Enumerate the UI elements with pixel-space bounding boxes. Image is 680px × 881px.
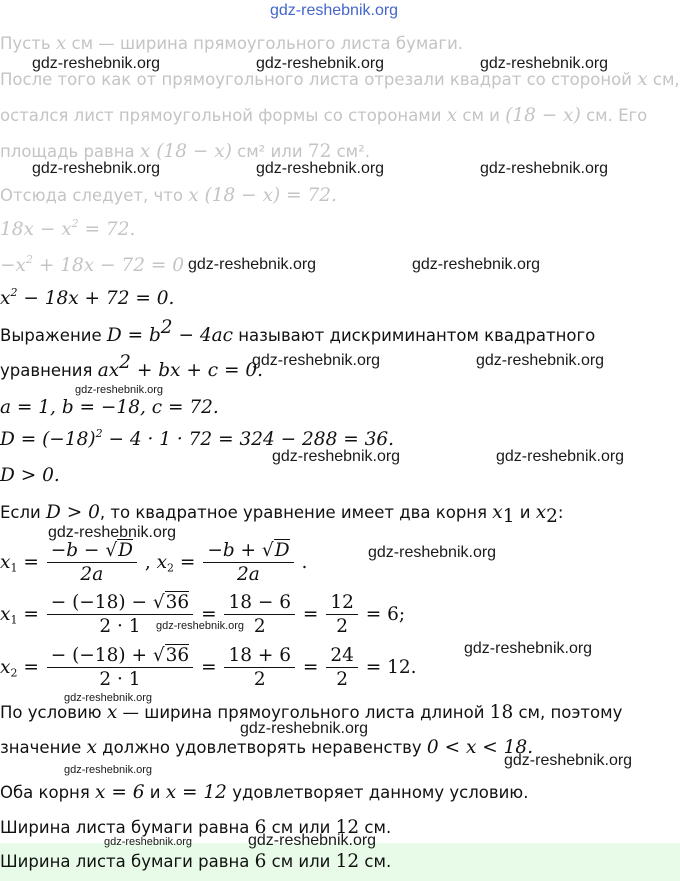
denominator: 2	[336, 669, 348, 690]
subscript: 2	[10, 666, 18, 680]
watermark: gdz-reshebnik.org	[464, 640, 593, 657]
text: см. Его	[580, 106, 648, 125]
site-link[interactable]: gdz-reshebnik.org	[270, 2, 399, 19]
exponent: 2	[10, 286, 18, 299]
fraction: $\frac{- (-18) - √36}{2 \cdot 1}$	[47, 592, 193, 637]
watermark: gdz-reshebnik.org	[504, 752, 633, 769]
text-line-1	[0, 33, 463, 55]
text: см или	[266, 818, 336, 837]
watermark: gdz-reshebnik.org	[272, 448, 401, 465]
math: = 12.	[365, 657, 417, 678]
text: см, поэтому	[513, 703, 623, 722]
equation-line-11	[0, 397, 219, 419]
denominator: 2	[336, 616, 348, 637]
text: остался лист прямоугольной формы со сторонами	[0, 106, 447, 125]
math: x = 12	[165, 782, 227, 803]
equation-line-6	[0, 219, 135, 241]
denominator: 2 · 1	[99, 669, 141, 690]
math-number: 18	[489, 702, 514, 723]
equation-line-8	[0, 288, 174, 310]
watermark: gdz-reshebnik.org	[156, 620, 245, 632]
math-expr: x (18 − x) = 72.	[188, 185, 337, 206]
fraction: $\frac{- (-18) + √36}{2 \cdot 1}$	[47, 645, 193, 690]
math-var: x	[535, 502, 547, 523]
text: см².	[331, 142, 370, 161]
text: , то квадратное уравнение имеет два корня	[99, 503, 493, 522]
watermark: gdz-reshebnik.org	[248, 832, 377, 849]
subscript: 1	[502, 506, 515, 527]
numerator: 18 − 6	[224, 592, 295, 615]
math: =	[174, 552, 202, 573]
denominator: 2	[253, 669, 266, 690]
math: =	[201, 657, 223, 678]
math: ,	[144, 552, 157, 573]
watermark: gdz-reshebnik.org	[104, 836, 193, 848]
watermark: gdz-reshebnik.org	[496, 448, 625, 465]
text: см.	[359, 818, 392, 837]
math: =	[302, 657, 325, 678]
math-expr: (18 − x)	[505, 105, 581, 126]
exponent: 2	[71, 217, 79, 230]
exponent: 2	[160, 317, 173, 338]
math-var: x	[637, 69, 648, 90]
watermark: gdz-reshebnik.org	[64, 692, 153, 704]
watermark: gdz-reshebnik.org	[75, 384, 164, 396]
subscript: 1	[10, 561, 18, 575]
subscript: 1	[10, 613, 18, 627]
math-var: x	[0, 552, 11, 573]
fraction: $\frac{-b + √D}{2a}$	[203, 540, 293, 585]
text: см или	[266, 852, 336, 871]
denominator: 2 · 1	[99, 616, 141, 637]
math-number: 6	[254, 851, 267, 872]
math: − 4 · 1 · 72 = 324 − 288 = 36.	[102, 429, 395, 450]
math: =	[17, 604, 45, 625]
text-line-9	[0, 317, 596, 347]
math: − (−18) −	[50, 592, 153, 613]
watermark: gdz-reshebnik.org	[476, 352, 605, 369]
text: Ширина листа бумаги равна	[0, 818, 255, 837]
math: D = b	[106, 325, 161, 346]
subscript: 2	[546, 506, 558, 527]
text: Если	[0, 503, 47, 522]
math: + bx + c = 0.	[130, 360, 264, 381]
math: −x	[0, 255, 26, 276]
math: = 6;	[365, 604, 406, 625]
math: =	[201, 604, 223, 625]
watermark: gdz-reshebnik.org	[32, 55, 161, 72]
text: площадь равна	[0, 142, 140, 161]
math-var: x	[55, 33, 67, 54]
math: =	[302, 604, 325, 625]
math-var: x	[446, 105, 458, 126]
math: D > 0.	[0, 465, 60, 486]
text: Пусть	[0, 34, 56, 53]
fraction	[224, 645, 295, 690]
exponent: 2	[95, 427, 103, 440]
math: .	[301, 552, 308, 573]
math-var: x	[0, 604, 11, 625]
denominator: 2a	[237, 564, 260, 585]
math-number: 72	[307, 141, 332, 162]
text-line-20	[0, 782, 528, 804]
exponent: 2	[25, 253, 33, 266]
formula-root-x2	[0, 645, 417, 690]
watermark: gdz-reshebnik.org	[48, 524, 177, 541]
numerator: 18 + 6	[224, 645, 295, 668]
math: D = (−18)	[0, 429, 96, 450]
numerator: 12	[326, 592, 358, 615]
watermark: gdz-reshebnik.org	[240, 720, 369, 737]
text: уравнения	[0, 361, 98, 380]
sqrt-arg: D	[274, 540, 290, 561]
math: − 4ac	[172, 325, 234, 346]
equation-line-7	[0, 255, 184, 277]
math: = 72.	[78, 219, 136, 240]
math-var: x	[0, 657, 11, 678]
text: — ширина прямоугольного листа длиной	[117, 703, 490, 722]
text: удовлетворяет данному условию.	[226, 783, 529, 802]
watermark: gdz-reshebnik.org	[256, 55, 385, 72]
math: 18x − x	[0, 219, 72, 240]
text: см — ширина прямоугольного листа бумаги.	[66, 34, 464, 53]
text: и	[514, 503, 536, 522]
math: −b −	[50, 540, 106, 561]
fraction	[326, 645, 358, 690]
watermark: gdz-reshebnik.org	[368, 544, 497, 561]
formula-roots-general	[0, 540, 307, 585]
math: =	[17, 552, 45, 573]
text: После того как от прямоугольного листа отрезали квадрат со стороной	[0, 70, 638, 89]
text: Оба корня	[0, 783, 96, 802]
text: Выражение	[0, 326, 107, 345]
subscript: 2	[167, 561, 175, 575]
answer-text	[0, 851, 391, 872]
denominator: 2	[253, 616, 266, 637]
sqrt-arg: 36	[165, 645, 190, 666]
math-number: 12	[335, 817, 360, 838]
text: значение	[0, 738, 87, 757]
text: и	[144, 783, 166, 802]
text: называют дискриминантом квадратного	[233, 326, 596, 345]
watermark: gdz-reshebnik.org	[480, 55, 609, 72]
text: см,	[647, 70, 680, 89]
text-line-10	[0, 352, 264, 382]
denominator: 2a	[80, 564, 104, 585]
math: − 18x + 72 = 0.	[17, 288, 175, 309]
text-line-5	[0, 185, 337, 207]
math: ax	[97, 360, 120, 381]
watermark: gdz-reshebnik.org	[64, 764, 153, 776]
math-expr: x (18 − x)	[139, 141, 232, 162]
text: Отсюда следует, что	[0, 186, 189, 205]
text: По условию	[0, 703, 107, 722]
text-line-19	[0, 737, 533, 759]
watermark: gdz-reshebnik.org	[32, 160, 161, 177]
math: x = 6	[95, 782, 145, 803]
text-line-14	[0, 502, 564, 527]
math-var: x	[106, 702, 118, 723]
watermark: gdz-reshebnik.org	[252, 352, 381, 369]
text: Ширина листа бумаги равна	[0, 852, 255, 871]
sqrt-arg: 36	[165, 592, 190, 613]
math: − (−18) +	[50, 645, 153, 666]
numerator: 24	[326, 645, 358, 668]
watermark: gdz-reshebnik.org	[480, 160, 609, 177]
watermark: gdz-reshebnik.org	[256, 160, 385, 177]
watermark: gdz-reshebnik.org	[412, 256, 541, 273]
math-number: 12	[335, 851, 360, 872]
math: a = 1, b = −18, c = 72.	[0, 397, 219, 418]
text: см² или	[231, 142, 308, 161]
math-expr: 0 < x < 18.	[426, 737, 534, 758]
math-number: 6	[254, 817, 267, 838]
math: x	[0, 288, 11, 309]
text-line-3	[0, 105, 647, 127]
watermark: gdz-reshebnik.org	[188, 256, 317, 273]
exponent: 2	[119, 352, 131, 373]
math: =	[17, 657, 45, 678]
fraction: $\frac{-b - √D}{2a}$	[47, 540, 137, 585]
equation-line-13	[0, 465, 60, 487]
text: :	[557, 503, 564, 522]
math-var: x	[156, 552, 168, 573]
text: см и	[457, 106, 506, 125]
sqrt-arg: D	[118, 540, 133, 561]
text: см.	[359, 852, 392, 871]
fraction	[326, 592, 358, 637]
math: −b +	[207, 540, 262, 561]
text: должно удовлетворять неравенству	[96, 738, 427, 757]
math-var: x	[86, 737, 97, 758]
math-var: x	[492, 502, 503, 523]
math: D > 0	[46, 502, 100, 523]
math: + 18x − 72 = 0	[32, 255, 185, 276]
